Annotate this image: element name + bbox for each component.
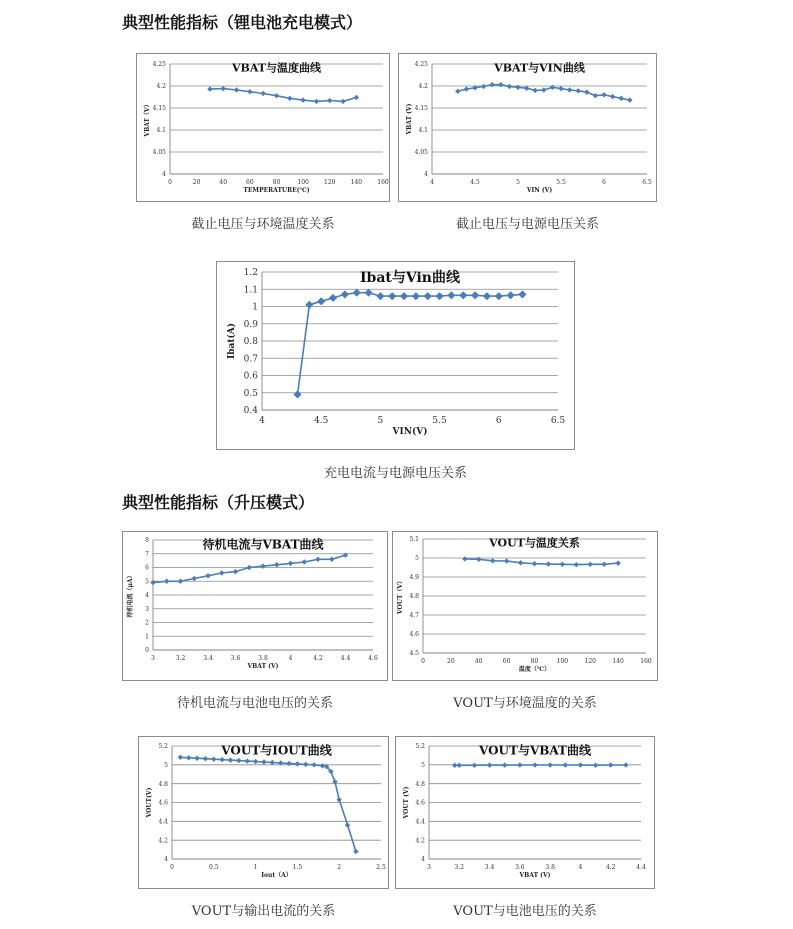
chart-svg	[393, 532, 657, 680]
x-tick-label: 6.5	[642, 179, 652, 186]
y-tick-label: 4	[424, 171, 428, 179]
caption-vout-iout: VOUT与输出电流的关系	[191, 904, 336, 919]
caption-vbat-temperature: 截止电压与环境温度关系	[191, 217, 335, 232]
data-point	[424, 292, 432, 300]
x-tick-label: 140	[612, 658, 624, 665]
y-tick-label: 4.2	[418, 83, 428, 91]
y-tick-label: 4.8	[158, 780, 168, 788]
y-tick-label: 4.5	[409, 650, 419, 658]
chart-svg	[399, 54, 656, 201]
data-point	[550, 85, 555, 90]
series-line	[210, 89, 357, 102]
x-tick-label: 60	[502, 658, 511, 665]
data-point	[207, 86, 212, 91]
y-tick-label: 1	[145, 633, 149, 641]
chart-title: VOUT与VBAT曲线	[479, 743, 591, 758]
chart-vout-temperature	[392, 531, 658, 681]
x-axis-label: VIN(V)	[392, 427, 428, 437]
data-point	[286, 761, 291, 766]
y-tick-label: 4	[162, 171, 166, 179]
x-tick-label: 40	[219, 179, 228, 186]
data-point	[236, 758, 241, 763]
x-tick-label: 3.4	[484, 864, 495, 871]
data-point	[305, 301, 313, 309]
y-tick-label: 4.05	[152, 149, 166, 157]
data-point	[329, 294, 337, 302]
data-point	[354, 95, 359, 100]
x-tick-label: 3.4	[203, 655, 213, 662]
data-point	[203, 756, 208, 761]
y-tick-label: 4.9	[409, 574, 419, 582]
data-point	[221, 86, 226, 91]
x-tick-label: 4	[578, 864, 583, 871]
data-point	[593, 763, 598, 768]
x-tick-label: 100	[297, 179, 309, 186]
x-tick-label: 20	[447, 658, 455, 665]
data-point	[560, 562, 565, 567]
x-tick-label: 6.5	[550, 416, 566, 426]
y-tick-label: 8	[145, 537, 149, 545]
y-tick-label: 4.1	[418, 127, 428, 135]
x-axis-label: TEMPERATURE(℃)	[243, 187, 310, 194]
data-point	[233, 569, 238, 574]
chart-title: VOUT与IOUT曲线	[221, 743, 332, 758]
data-point	[547, 762, 552, 767]
chart-title: 待机电流与VBAT曲线	[202, 537, 324, 552]
data-point	[546, 561, 551, 566]
chart-ibat-vin	[216, 261, 575, 450]
data-point	[615, 560, 620, 565]
x-tick-label: 3	[427, 864, 431, 871]
data-point	[353, 289, 361, 297]
y-tick-label: 4.6	[158, 799, 168, 807]
y-tick-label: 4.4	[415, 818, 425, 826]
data-point	[495, 292, 503, 300]
x-tick-label: 40	[474, 658, 483, 665]
y-tick-label: 2	[145, 619, 149, 627]
data-point	[471, 291, 479, 299]
x-tick-label: 3.2	[175, 655, 186, 662]
y-tick-label: 7	[145, 550, 149, 558]
y-tick-label: 5	[145, 578, 149, 586]
x-tick-label: 3.6	[515, 864, 525, 871]
y-tick-label: 4.25	[152, 61, 166, 69]
data-point	[315, 557, 320, 562]
chart-svg	[123, 532, 387, 680]
data-point	[481, 84, 486, 89]
data-point	[517, 762, 522, 767]
data-point	[194, 756, 199, 761]
x-tick-label: 3.2	[454, 864, 465, 871]
x-tick-label: 2	[337, 864, 342, 871]
data-point	[192, 576, 197, 581]
data-point	[219, 757, 224, 762]
data-point	[490, 558, 495, 563]
x-tick-label: 3.8	[258, 655, 268, 662]
data-point	[260, 563, 265, 568]
data-point	[287, 96, 292, 101]
x-tick-label: 1.5	[292, 864, 303, 871]
x-tick-label: 4.5	[314, 416, 329, 426]
x-tick-label: 1	[253, 864, 258, 871]
chart-vout-iout	[138, 736, 389, 889]
x-tick-label: 4.4	[340, 655, 351, 662]
section-title-boost: 典型性能指标（升压模式）	[122, 493, 315, 512]
y-tick-label: 4.15	[414, 105, 428, 113]
x-tick-label: 4.5	[470, 179, 480, 186]
x-tick-label: 120	[584, 658, 596, 665]
y-tick-label: 1.1	[243, 285, 258, 296]
data-point	[317, 297, 325, 305]
data-point	[186, 755, 191, 760]
data-point	[608, 762, 613, 767]
y-axis-label: 待机电流（μA）	[126, 572, 134, 618]
data-point	[507, 291, 515, 299]
y-tick-label: 5	[164, 761, 168, 769]
data-point	[619, 96, 624, 101]
y-tick-label: 0.7	[243, 354, 258, 365]
y-tick-label: 0.4	[243, 406, 258, 417]
chart-title: VBAT与VIN曲线	[494, 61, 585, 75]
y-tick-label: 0.9	[243, 319, 258, 330]
x-tick-label: 5.5	[556, 179, 566, 186]
data-point	[274, 562, 279, 567]
y-tick-label: 6	[145, 564, 149, 572]
data-point	[219, 570, 224, 575]
x-tick-label: 20	[192, 179, 201, 186]
data-point	[504, 558, 509, 563]
y-tick-label: 5	[421, 761, 425, 769]
data-point	[464, 86, 469, 91]
caption-vbat-vin: 截止电压与电源电压关系	[455, 217, 599, 232]
y-tick-label: 4.15	[152, 105, 166, 113]
x-tick-label: 4	[259, 416, 265, 426]
data-point	[288, 561, 293, 566]
data-point	[341, 290, 349, 298]
data-point	[533, 88, 538, 93]
x-axis-label: VIN (V)	[526, 187, 553, 194]
data-point	[260, 91, 265, 96]
y-axis-label: Ibat(A)	[227, 323, 238, 359]
x-tick-label: 0	[170, 864, 174, 871]
x-tick-label: 4	[430, 179, 434, 186]
data-point	[610, 94, 615, 99]
data-point	[388, 292, 396, 300]
x-axis-label: Iout（A）	[261, 872, 292, 879]
chart-vbat-temperature	[136, 53, 390, 202]
x-tick-label: 6	[495, 416, 502, 426]
data-point	[365, 289, 373, 297]
data-point	[253, 759, 258, 764]
y-tick-label: 3	[145, 605, 149, 613]
y-tick-label: 4.2	[158, 837, 168, 845]
chart-title: Ibat与Vin曲线	[360, 269, 460, 286]
data-point	[295, 761, 300, 766]
data-point	[457, 763, 462, 768]
y-tick-label: 4.6	[415, 799, 425, 807]
data-point	[247, 565, 252, 570]
data-point	[340, 99, 345, 104]
y-tick-label: 0.6	[243, 371, 258, 382]
data-point	[261, 759, 266, 764]
caption-ibat-vin: 充电电流与电源电压关系	[323, 466, 467, 481]
data-point	[584, 89, 589, 94]
data-point	[507, 84, 512, 89]
data-point	[436, 292, 444, 300]
chart-vout-vbat	[395, 736, 655, 889]
y-tick-label: 4.25	[414, 61, 428, 69]
data-point	[178, 579, 183, 584]
x-tick-label: 4.4	[636, 864, 646, 871]
chart-svg	[396, 737, 654, 888]
data-point	[532, 762, 537, 767]
x-tick-label: 0.5	[209, 864, 219, 871]
data-point	[303, 762, 308, 767]
data-point	[343, 552, 348, 557]
x-tick-label: 160	[377, 179, 389, 186]
x-tick-label: 4.2	[605, 864, 616, 871]
data-point	[353, 849, 358, 854]
data-point	[447, 291, 455, 299]
x-tick-label: 5	[516, 179, 520, 186]
data-point	[567, 87, 572, 92]
data-point	[472, 763, 477, 768]
data-point	[311, 762, 316, 767]
y-tick-label: 5	[415, 555, 419, 563]
x-tick-label: 4.2	[313, 655, 323, 662]
data-point	[164, 579, 169, 584]
data-point	[247, 89, 252, 94]
x-tick-label: 5.5	[432, 416, 447, 426]
x-tick-label: 80	[272, 179, 281, 186]
data-point	[205, 573, 210, 578]
data-point	[337, 797, 342, 802]
data-point	[270, 760, 275, 765]
y-tick-label: 5.2	[158, 743, 168, 751]
series-line	[465, 559, 618, 565]
x-tick-label: 100	[556, 658, 569, 665]
chart-title: VBAT与温度曲线	[232, 61, 321, 75]
chart-svg	[217, 262, 574, 449]
x-tick-label: 4	[288, 655, 293, 662]
data-point	[490, 82, 495, 87]
section-title-charging: 典型性能指标（锂电池充电模式）	[122, 13, 363, 32]
x-tick-label: 2.5	[376, 864, 386, 871]
x-tick-label: 6	[602, 179, 606, 186]
y-tick-label: 0	[145, 647, 149, 655]
data-point	[459, 291, 467, 299]
caption-vout-temperature: VOUT与环境温度的关系	[453, 696, 597, 711]
x-tick-label: 140	[350, 179, 363, 186]
y-tick-label: 4.8	[415, 780, 425, 788]
x-tick-label: 3.6	[230, 655, 241, 662]
data-point	[601, 562, 606, 567]
data-point	[293, 390, 301, 398]
x-axis-label: VBAT (V)	[519, 872, 551, 879]
y-tick-label: 4	[164, 856, 168, 864]
data-point	[400, 292, 408, 300]
y-tick-label: 0.8	[243, 337, 258, 348]
x-axis-label: 温度（℃）	[518, 666, 551, 673]
data-point	[150, 580, 155, 585]
x-tick-label: 3.8	[545, 864, 555, 871]
y-tick-label: 4.7	[409, 612, 419, 620]
data-point	[576, 88, 581, 93]
y-tick-label: 0.5	[243, 388, 258, 399]
y-axis-label: VBAT (V)	[405, 103, 413, 135]
data-point	[515, 85, 520, 90]
x-tick-label: 4.6	[368, 655, 378, 662]
data-point	[593, 93, 598, 98]
data-point	[211, 756, 216, 761]
data-point	[462, 556, 467, 561]
x-axis-label: VBAT (V)	[247, 663, 279, 670]
data-point	[601, 92, 606, 97]
x-tick-label: 0	[168, 179, 172, 186]
x-tick-label: 60	[246, 179, 254, 186]
data-point	[502, 762, 507, 767]
y-tick-label: 1	[252, 302, 258, 313]
x-tick-label: 160	[640, 658, 652, 665]
data-point	[483, 292, 491, 300]
y-axis-label: VOUT（V）	[396, 577, 404, 615]
data-point	[541, 87, 546, 92]
x-tick-label: 0	[421, 658, 425, 665]
x-tick-label: 5	[377, 416, 384, 426]
y-axis-label: VOUT (V)	[402, 786, 410, 819]
data-point	[327, 98, 332, 103]
y-tick-label: 5.1	[409, 536, 419, 544]
x-tick-label: 120	[324, 179, 336, 186]
data-point	[320, 763, 325, 768]
y-tick-label: 4	[145, 592, 149, 600]
y-axis-label: VBAT（V）	[143, 101, 151, 137]
data-point	[574, 562, 579, 567]
data-point	[518, 560, 523, 565]
chart-svg	[139, 737, 388, 888]
data-point	[314, 99, 319, 104]
y-tick-label: 4.4	[158, 818, 168, 826]
x-tick-label: 3	[151, 655, 155, 662]
y-tick-label: 4.8	[409, 593, 419, 601]
data-point	[623, 762, 628, 767]
data-point	[498, 82, 503, 87]
y-tick-label: 4.2	[156, 83, 166, 91]
data-point	[563, 762, 568, 767]
series-line	[298, 293, 523, 395]
y-tick-label: 4.05	[414, 149, 428, 157]
y-tick-label: 4	[421, 856, 425, 864]
y-tick-label: 1.2	[243, 268, 258, 279]
data-point	[588, 562, 593, 567]
chart-standby-current-vbat	[122, 531, 388, 681]
data-point	[578, 762, 583, 767]
chart-title: VOUT与温度关系	[489, 536, 580, 550]
y-tick-label: 4.2	[415, 837, 425, 845]
x-tick-label: 80	[530, 658, 539, 665]
data-point	[178, 755, 183, 760]
data-point	[234, 87, 239, 92]
data-point	[476, 557, 481, 562]
chart-svg	[137, 54, 389, 201]
data-point	[245, 758, 250, 763]
data-point	[274, 93, 279, 98]
y-tick-label: 4.6	[409, 631, 419, 639]
data-point	[518, 290, 526, 298]
caption-standby-current-vbat: 待机电流与电池电压的关系	[176, 696, 333, 711]
data-point	[455, 89, 460, 94]
y-axis-label: VOUT(V)	[145, 787, 153, 818]
data-point	[627, 97, 632, 102]
data-point	[345, 822, 350, 827]
y-tick-label: 4.1	[156, 127, 166, 135]
chart-vbat-vin	[398, 53, 657, 202]
data-point	[558, 86, 563, 91]
y-tick-label: 5.2	[415, 743, 425, 751]
data-point	[376, 292, 384, 300]
data-point	[228, 757, 233, 762]
data-point	[329, 557, 334, 562]
data-point	[302, 559, 307, 564]
data-point	[300, 97, 305, 102]
data-point	[487, 762, 492, 767]
caption-vout-vbat: VOUT与电池电压的关系	[453, 904, 597, 919]
data-point	[412, 292, 420, 300]
data-point	[532, 561, 537, 566]
